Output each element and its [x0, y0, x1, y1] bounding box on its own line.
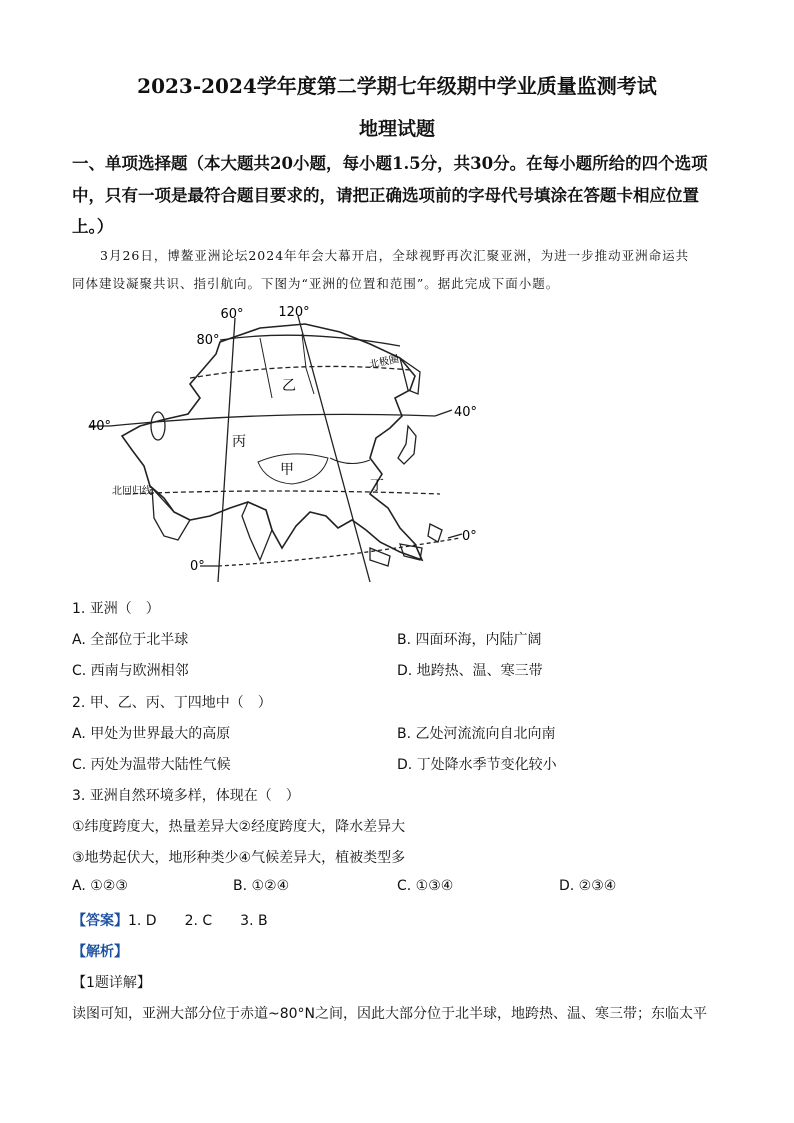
question-2-stem: 2. 甲、乙、丙、丁四地中（ ） — [72, 695, 272, 711]
question-3-option-d: D. ②③④ — [559, 878, 617, 894]
question-1-option-d: D. 地跨热、温、寒三带 — [397, 663, 543, 679]
analysis-text: 读图可知，亚洲大部分位于赤道~80°N之间，因此大部分位于北半球，地跨热、温、寒三带；东临太平 — [72, 1006, 708, 1022]
intro-line2: 同体建设凝聚共识、指引航向。下图为“亚洲的位置和范围”。据此完成下面小题。 — [72, 276, 560, 291]
label-lon-60: 60° — [220, 307, 244, 322]
label-lat-0-left: 0° — [190, 559, 205, 574]
question-1-option-b: B. 四面环海，内陆广阔 — [397, 632, 542, 648]
question-1-option-c: C. 西南与欧洲相邻 — [72, 663, 189, 679]
question-3-line-1: ①纬度跨度大，热量差异大②经度跨度大，降水差异大 — [72, 819, 406, 835]
equator-line — [218, 538, 460, 566]
label-ding: 丁 — [370, 478, 384, 494]
analysis-detail-tag: 【1题详解】 — [72, 975, 151, 991]
section-heading-line3: 上。） — [72, 217, 114, 236]
japan-islands — [398, 426, 416, 464]
label-lon-120: 120° — [278, 305, 310, 320]
arrow-40-right — [435, 410, 452, 416]
tropic-cancer-line — [125, 491, 440, 494]
question-3-option-b: B. ①②④ — [233, 878, 290, 894]
page-title: 2023-2024学年度第二学期七年级期中学业质量监测考试 — [137, 74, 657, 98]
label-lat-80: 80° — [196, 333, 220, 348]
answer-text: 1. D 2. C 3. B — [128, 913, 268, 929]
island-3 — [428, 524, 442, 542]
question-2-option-b: B. 乙处河流流向自北向南 — [397, 726, 556, 742]
label-tropic-cancer: 北回归线 — [112, 486, 152, 497]
label-lat-40-right: 40° — [454, 405, 478, 420]
section-heading-line1: 一、单项选择题（本大题共20小题，每小题1.5分，共30分。在每小题所给的四个选项 — [72, 154, 708, 173]
question-3-option-a: A. ①②③ — [72, 878, 128, 894]
question-2-option-d: D. 丁处降水季节变化较小 — [397, 757, 557, 773]
meridian-60 — [218, 318, 235, 582]
intro-line1: 3月26日，博鳌亚洲论坛2024年年会大幕开启，全球视野再次汇聚亚洲，为进一步推动亚洲命运共 — [100, 248, 690, 263]
meridian-120 — [298, 316, 370, 582]
question-1-stem: 1. 亚洲（ ） — [72, 601, 160, 617]
answer-tag: 【答案】 — [72, 913, 128, 929]
question-1-option-a: A. 全部位于北半球 — [72, 632, 189, 648]
question-3-stem: 3. 亚洲自然环境多样，体现在（ ） — [72, 788, 300, 804]
indian-peninsula — [242, 502, 272, 560]
section-heading-line2: 中，只有一项是最符合题目要求的，请把正确选项前的字母代号填涂在答题卡相应位置 — [72, 186, 699, 205]
label-bing: 丙 — [232, 434, 246, 450]
question-3-option-c: C. ①③④ — [397, 878, 454, 894]
label-lat-0-right: 0° — [462, 529, 477, 544]
river-2 — [302, 334, 314, 394]
label-jia: 甲 — [280, 462, 294, 478]
question-2-option-c: C. 丙处为温带大陆性气候 — [72, 757, 231, 773]
answer-row — [72, 910, 268, 930]
parallel-80 — [220, 335, 400, 346]
analysis-tag: 【解析】 — [72, 944, 128, 960]
label-yi: 乙 — [282, 378, 296, 394]
caspian-sea — [151, 412, 165, 440]
arabian-peninsula — [152, 488, 190, 540]
page-subtitle: 地理试题 — [358, 118, 435, 140]
label-arctic-circle: 北极圈 — [368, 353, 400, 371]
label-lat-40-left: 40° — [88, 419, 112, 434]
asia-map — [70, 298, 480, 582]
question-3-line-2: ③地势起伏大，地形种类少④气候差异大，植被类型多 — [72, 850, 406, 866]
question-2-option-a: A. 甲处为世界最大的高原 — [72, 726, 231, 742]
arrow-0-right — [448, 534, 462, 538]
